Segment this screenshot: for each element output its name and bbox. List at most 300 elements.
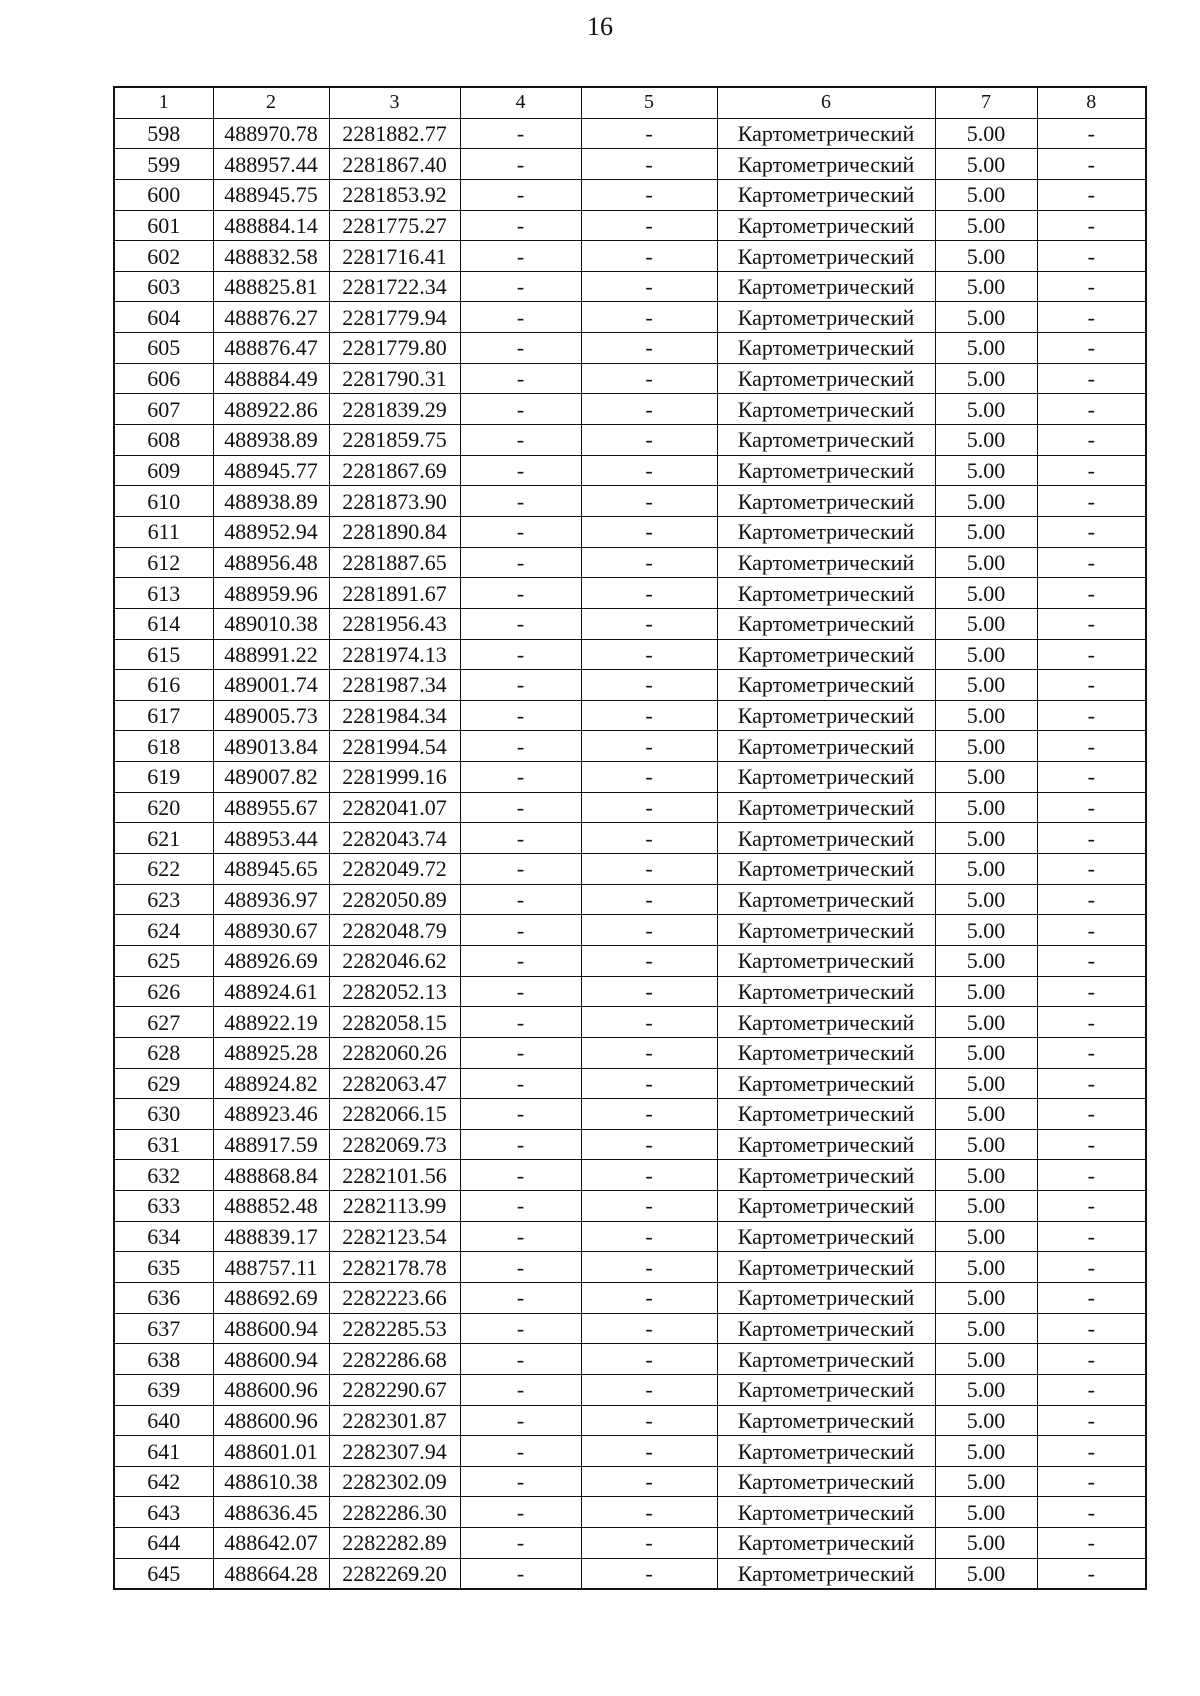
table-row [114,915,1146,946]
cell-x-coordinate: 488868.84 [213,1160,329,1191]
cell-precision: 5.00 [935,455,1037,486]
cell-col-4: - [460,118,581,149]
cell-y-coordinate: 2282063.47 [329,1068,460,1099]
cell-x-coordinate: 488600.94 [213,1344,329,1375]
cell-precision: 5.00 [935,1282,1037,1313]
cell-col-5: - [581,1558,717,1589]
cell-y-coordinate: 2281839.29 [329,394,460,425]
table-row [114,1252,1146,1283]
cell-col-4: - [460,1191,581,1222]
column-header-2: 2 [213,87,329,118]
cell-method: Картометрический [717,149,935,180]
cell-col-8: - [1037,210,1146,241]
cell-method: Картометрический [717,455,935,486]
cell-col-5: - [581,854,717,885]
cell-precision: 5.00 [935,118,1037,149]
cell-col-8: - [1037,1252,1146,1283]
cell-col-8: - [1037,1282,1146,1313]
cell-col-8: - [1037,516,1146,547]
cell-y-coordinate: 2281853.92 [329,179,460,210]
cell-col-5: - [581,486,717,517]
cell-y-coordinate: 2282058.15 [329,1007,460,1038]
cell-method: Картометрический [717,1252,935,1283]
table-row [114,792,1146,823]
cell-point-number: 610 [114,486,213,517]
cell-x-coordinate: 488922.19 [213,1007,329,1038]
cell-y-coordinate: 2282060.26 [329,1037,460,1068]
cell-point-number: 640 [114,1405,213,1436]
cell-x-coordinate: 488876.27 [213,302,329,333]
cell-precision: 5.00 [935,915,1037,946]
cell-col-4: - [460,363,581,394]
cell-col-4: - [460,792,581,823]
cell-col-5: - [581,149,717,180]
cell-col-8: - [1037,302,1146,333]
cell-x-coordinate: 488884.49 [213,363,329,394]
cell-method: Картометрический [717,1160,935,1191]
cell-precision: 5.00 [935,945,1037,976]
cell-point-number: 630 [114,1099,213,1130]
table-row [114,486,1146,517]
column-header-7: 7 [935,87,1037,118]
cell-y-coordinate: 2281956.43 [329,608,460,639]
cell-precision: 5.00 [935,608,1037,639]
table-row [114,1191,1146,1222]
cell-y-coordinate: 2281722.34 [329,271,460,302]
cell-method: Картометрический [717,1068,935,1099]
cell-col-4: - [460,149,581,180]
table-header-row [114,87,1146,118]
table-row [114,394,1146,425]
cell-x-coordinate: 488956.48 [213,547,329,578]
table-row [114,363,1146,394]
cell-precision: 5.00 [935,394,1037,425]
cell-method: Картометрический [717,394,935,425]
column-header-3: 3 [329,87,460,118]
cell-point-number: 601 [114,210,213,241]
cell-point-number: 626 [114,976,213,1007]
cell-col-8: - [1037,792,1146,823]
cell-x-coordinate: 489007.82 [213,762,329,793]
cell-precision: 5.00 [935,976,1037,1007]
cell-col-8: - [1037,1405,1146,1436]
cell-x-coordinate: 488923.46 [213,1099,329,1130]
table-row [114,1221,1146,1252]
cell-x-coordinate: 488925.28 [213,1037,329,1068]
cell-y-coordinate: 2282285.53 [329,1313,460,1344]
cell-col-8: - [1037,1160,1146,1191]
cell-col-4: - [460,1374,581,1405]
cell-col-4: - [460,271,581,302]
cell-col-5: - [581,762,717,793]
cell-col-4: - [460,608,581,639]
cell-col-5: - [581,302,717,333]
cell-y-coordinate: 2282301.87 [329,1405,460,1436]
cell-method: Картометрический [717,1466,935,1497]
cell-x-coordinate: 488664.28 [213,1558,329,1589]
table-row [114,639,1146,670]
cell-col-8: - [1037,363,1146,394]
cell-point-number: 611 [114,516,213,547]
cell-y-coordinate: 2281987.34 [329,670,460,701]
cell-point-number: 629 [114,1068,213,1099]
cell-point-number: 615 [114,639,213,670]
cell-col-8: - [1037,731,1146,762]
cell-precision: 5.00 [935,639,1037,670]
table-row [114,1558,1146,1589]
cell-col-5: - [581,179,717,210]
cell-method: Картометрический [717,639,935,670]
cell-x-coordinate: 488825.81 [213,271,329,302]
cell-point-number: 599 [114,149,213,180]
cell-precision: 5.00 [935,333,1037,364]
cell-y-coordinate: 2282052.13 [329,976,460,1007]
cell-x-coordinate: 488924.61 [213,976,329,1007]
cell-precision: 5.00 [935,179,1037,210]
cell-method: Картометрический [717,1007,935,1038]
cell-x-coordinate: 488955.67 [213,792,329,823]
cell-col-5: - [581,731,717,762]
cell-precision: 5.00 [935,1160,1037,1191]
table-row [114,578,1146,609]
cell-y-coordinate: 2282069.73 [329,1129,460,1160]
cell-method: Картометрический [717,179,935,210]
cell-point-number: 614 [114,608,213,639]
cell-x-coordinate: 488852.48 [213,1191,329,1222]
cell-col-4: - [460,1282,581,1313]
cell-y-coordinate: 2282286.68 [329,1344,460,1375]
cell-precision: 5.00 [935,210,1037,241]
cell-point-number: 628 [114,1037,213,1068]
cell-x-coordinate: 488917.59 [213,1129,329,1160]
cell-col-4: - [460,425,581,456]
cell-x-coordinate: 488959.96 [213,578,329,609]
cell-col-8: - [1037,700,1146,731]
cell-precision: 5.00 [935,516,1037,547]
cell-precision: 5.00 [935,363,1037,394]
cell-y-coordinate: 2282048.79 [329,915,460,946]
cell-precision: 5.00 [935,149,1037,180]
table-row [114,731,1146,762]
table-row [114,608,1146,639]
cell-col-4: - [460,333,581,364]
cell-col-8: - [1037,578,1146,609]
cell-col-5: - [581,1313,717,1344]
table-row [114,1466,1146,1497]
cell-col-4: - [460,394,581,425]
cell-y-coordinate: 2281775.27 [329,210,460,241]
table-row [114,1068,1146,1099]
cell-y-coordinate: 2282302.09 [329,1466,460,1497]
cell-col-5: - [581,945,717,976]
cell-precision: 5.00 [935,823,1037,854]
cell-method: Картометрический [717,792,935,823]
cell-x-coordinate: 488876.47 [213,333,329,364]
table-row [114,302,1146,333]
cell-precision: 5.00 [935,1037,1037,1068]
table-row [114,455,1146,486]
cell-y-coordinate: 2281867.40 [329,149,460,180]
cell-x-coordinate: 489013.84 [213,731,329,762]
cell-precision: 5.00 [935,425,1037,456]
cell-x-coordinate: 488936.97 [213,884,329,915]
cell-y-coordinate: 2281994.54 [329,731,460,762]
cell-col-5: - [581,547,717,578]
cell-col-4: - [460,1068,581,1099]
cell-col-4: - [460,945,581,976]
cell-method: Картометрический [717,1037,935,1068]
cell-col-8: - [1037,1007,1146,1038]
cell-point-number: 609 [114,455,213,486]
cell-point-number: 638 [114,1344,213,1375]
table-row [114,333,1146,364]
table-row [114,1037,1146,1068]
cell-col-8: - [1037,762,1146,793]
cell-x-coordinate: 488600.94 [213,1313,329,1344]
cell-precision: 5.00 [935,1405,1037,1436]
cell-col-5: - [581,1374,717,1405]
cell-method: Картометрический [717,425,935,456]
table-body [114,118,1146,1589]
cell-precision: 5.00 [935,1313,1037,1344]
cell-method: Картометрический [717,271,935,302]
cell-point-number: 645 [114,1558,213,1589]
cell-col-4: - [460,578,581,609]
cell-col-5: - [581,1037,717,1068]
cell-col-8: - [1037,333,1146,364]
table-row [114,1007,1146,1038]
cell-precision: 5.00 [935,241,1037,272]
cell-x-coordinate: 488610.38 [213,1466,329,1497]
cell-col-4: - [460,700,581,731]
cell-col-4: - [460,179,581,210]
cell-method: Картометрический [717,670,935,701]
cell-x-coordinate: 489005.73 [213,700,329,731]
cell-col-4: - [460,1313,581,1344]
cell-col-5: - [581,823,717,854]
cell-y-coordinate: 2281873.90 [329,486,460,517]
cell-col-4: - [460,670,581,701]
cell-method: Картометрический [717,762,935,793]
table-row [114,516,1146,547]
cell-col-5: - [581,792,717,823]
cell-x-coordinate: 488926.69 [213,945,329,976]
cell-method: Картометрический [717,1436,935,1467]
cell-x-coordinate: 488952.94 [213,516,329,547]
table-row [114,823,1146,854]
cell-method: Картометрический [717,578,935,609]
cell-col-5: - [581,241,717,272]
cell-point-number: 643 [114,1497,213,1528]
cell-point-number: 600 [114,179,213,210]
cell-method: Картометрический [717,516,935,547]
table-row [114,1528,1146,1559]
cell-x-coordinate: 488600.96 [213,1374,329,1405]
cell-col-5: - [581,271,717,302]
cell-x-coordinate: 488839.17 [213,1221,329,1252]
cell-col-4: - [460,1099,581,1130]
cell-x-coordinate: 488832.58 [213,241,329,272]
cell-precision: 5.00 [935,670,1037,701]
cell-method: Картометрический [717,241,935,272]
cell-col-5: - [581,639,717,670]
cell-point-number: 632 [114,1160,213,1191]
cell-precision: 5.00 [935,1497,1037,1528]
cell-precision: 5.00 [935,1191,1037,1222]
cell-col-4: - [460,1436,581,1467]
cell-col-4: - [460,1007,581,1038]
cell-precision: 5.00 [935,1374,1037,1405]
cell-col-5: - [581,700,717,731]
cell-point-number: 622 [114,854,213,885]
cell-col-8: - [1037,1221,1146,1252]
cell-x-coordinate: 488642.07 [213,1528,329,1559]
cell-y-coordinate: 2282178.78 [329,1252,460,1283]
cell-y-coordinate: 2282290.67 [329,1374,460,1405]
cell-y-coordinate: 2282041.07 [329,792,460,823]
cell-point-number: 624 [114,915,213,946]
cell-y-coordinate: 2282282.89 [329,1528,460,1559]
cell-x-coordinate: 488938.89 [213,486,329,517]
cell-y-coordinate: 2282113.99 [329,1191,460,1222]
cell-precision: 5.00 [935,1436,1037,1467]
cell-point-number: 618 [114,731,213,762]
cell-y-coordinate: 2281779.80 [329,333,460,364]
table-row [114,1374,1146,1405]
cell-x-coordinate: 488957.44 [213,149,329,180]
cell-point-number: 627 [114,1007,213,1038]
cell-x-coordinate: 489010.38 [213,608,329,639]
cell-col-5: - [581,976,717,1007]
cell-method: Картометрический [717,915,935,946]
table-row [114,179,1146,210]
cell-x-coordinate: 488991.22 [213,639,329,670]
cell-x-coordinate: 488692.69 [213,1282,329,1313]
cell-col-5: - [581,1129,717,1160]
cell-col-8: - [1037,1466,1146,1497]
cell-col-4: - [460,1558,581,1589]
table-row [114,1099,1146,1130]
cell-col-5: - [581,1466,717,1497]
cell-method: Картометрический [717,884,935,915]
cell-y-coordinate: 2281790.31 [329,363,460,394]
cell-col-8: - [1037,1068,1146,1099]
cell-col-4: - [460,516,581,547]
table-row [114,762,1146,793]
cell-point-number: 604 [114,302,213,333]
cell-precision: 5.00 [935,547,1037,578]
cell-col-8: - [1037,1099,1146,1130]
cell-x-coordinate: 488636.45 [213,1497,329,1528]
cell-col-8: - [1037,394,1146,425]
cell-y-coordinate: 2282049.72 [329,854,460,885]
cell-col-5: - [581,1405,717,1436]
cell-col-4: - [460,1037,581,1068]
cell-col-4: - [460,915,581,946]
cell-point-number: 603 [114,271,213,302]
cell-col-4: - [460,547,581,578]
cell-point-number: 607 [114,394,213,425]
cell-x-coordinate: 488945.65 [213,854,329,885]
cell-method: Картометрический [717,1221,935,1252]
table-row [114,241,1146,272]
cell-col-8: - [1037,884,1146,915]
cell-point-number: 641 [114,1436,213,1467]
cell-x-coordinate: 488930.67 [213,915,329,946]
cell-point-number: 619 [114,762,213,793]
cell-y-coordinate: 2282101.56 [329,1160,460,1191]
column-header-4: 4 [460,87,581,118]
cell-col-8: - [1037,241,1146,272]
cell-col-5: - [581,425,717,456]
cell-col-4: - [460,762,581,793]
cell-method: Картометрический [717,945,935,976]
cell-point-number: 623 [114,884,213,915]
cell-point-number: 617 [114,700,213,731]
cell-col-4: - [460,854,581,885]
cell-col-8: - [1037,547,1146,578]
cell-col-5: - [581,1007,717,1038]
cell-method: Картометрический [717,1099,935,1130]
cell-x-coordinate: 488922.86 [213,394,329,425]
cell-precision: 5.00 [935,1007,1037,1038]
cell-col-5: - [581,884,717,915]
table-row [114,1282,1146,1313]
cell-point-number: 612 [114,547,213,578]
table-row [114,118,1146,149]
cell-col-5: - [581,333,717,364]
cell-col-5: - [581,1528,717,1559]
table-row [114,670,1146,701]
cell-col-5: - [581,1282,717,1313]
cell-precision: 5.00 [935,1344,1037,1375]
cell-point-number: 606 [114,363,213,394]
cell-col-4: - [460,1160,581,1191]
cell-col-8: - [1037,425,1146,456]
cell-y-coordinate: 2281984.34 [329,700,460,731]
cell-col-5: - [581,1068,717,1099]
cell-col-4: - [460,241,581,272]
cell-x-coordinate: 488970.78 [213,118,329,149]
cell-method: Картометрический [717,486,935,517]
cell-col-4: - [460,823,581,854]
cell-method: Картометрический [717,823,935,854]
cell-precision: 5.00 [935,486,1037,517]
cell-precision: 5.00 [935,884,1037,915]
cell-col-8: - [1037,455,1146,486]
cell-precision: 5.00 [935,762,1037,793]
cell-x-coordinate: 488924.82 [213,1068,329,1099]
table-row [114,700,1146,731]
cell-col-5: - [581,1344,717,1375]
column-header-1: 1 [114,87,213,118]
cell-y-coordinate: 2282286.30 [329,1497,460,1528]
cell-col-8: - [1037,1497,1146,1528]
table-row [114,1129,1146,1160]
cell-col-5: - [581,455,717,486]
cell-precision: 5.00 [935,1129,1037,1160]
cell-col-8: - [1037,1374,1146,1405]
cell-col-5: - [581,1160,717,1191]
cell-col-5: - [581,915,717,946]
column-header-5: 5 [581,87,717,118]
cell-point-number: 637 [114,1313,213,1344]
cell-y-coordinate: 2281779.94 [329,302,460,333]
cell-point-number: 642 [114,1466,213,1497]
cell-col-8: - [1037,1129,1146,1160]
cell-col-8: - [1037,1191,1146,1222]
cell-y-coordinate: 2282123.54 [329,1221,460,1252]
